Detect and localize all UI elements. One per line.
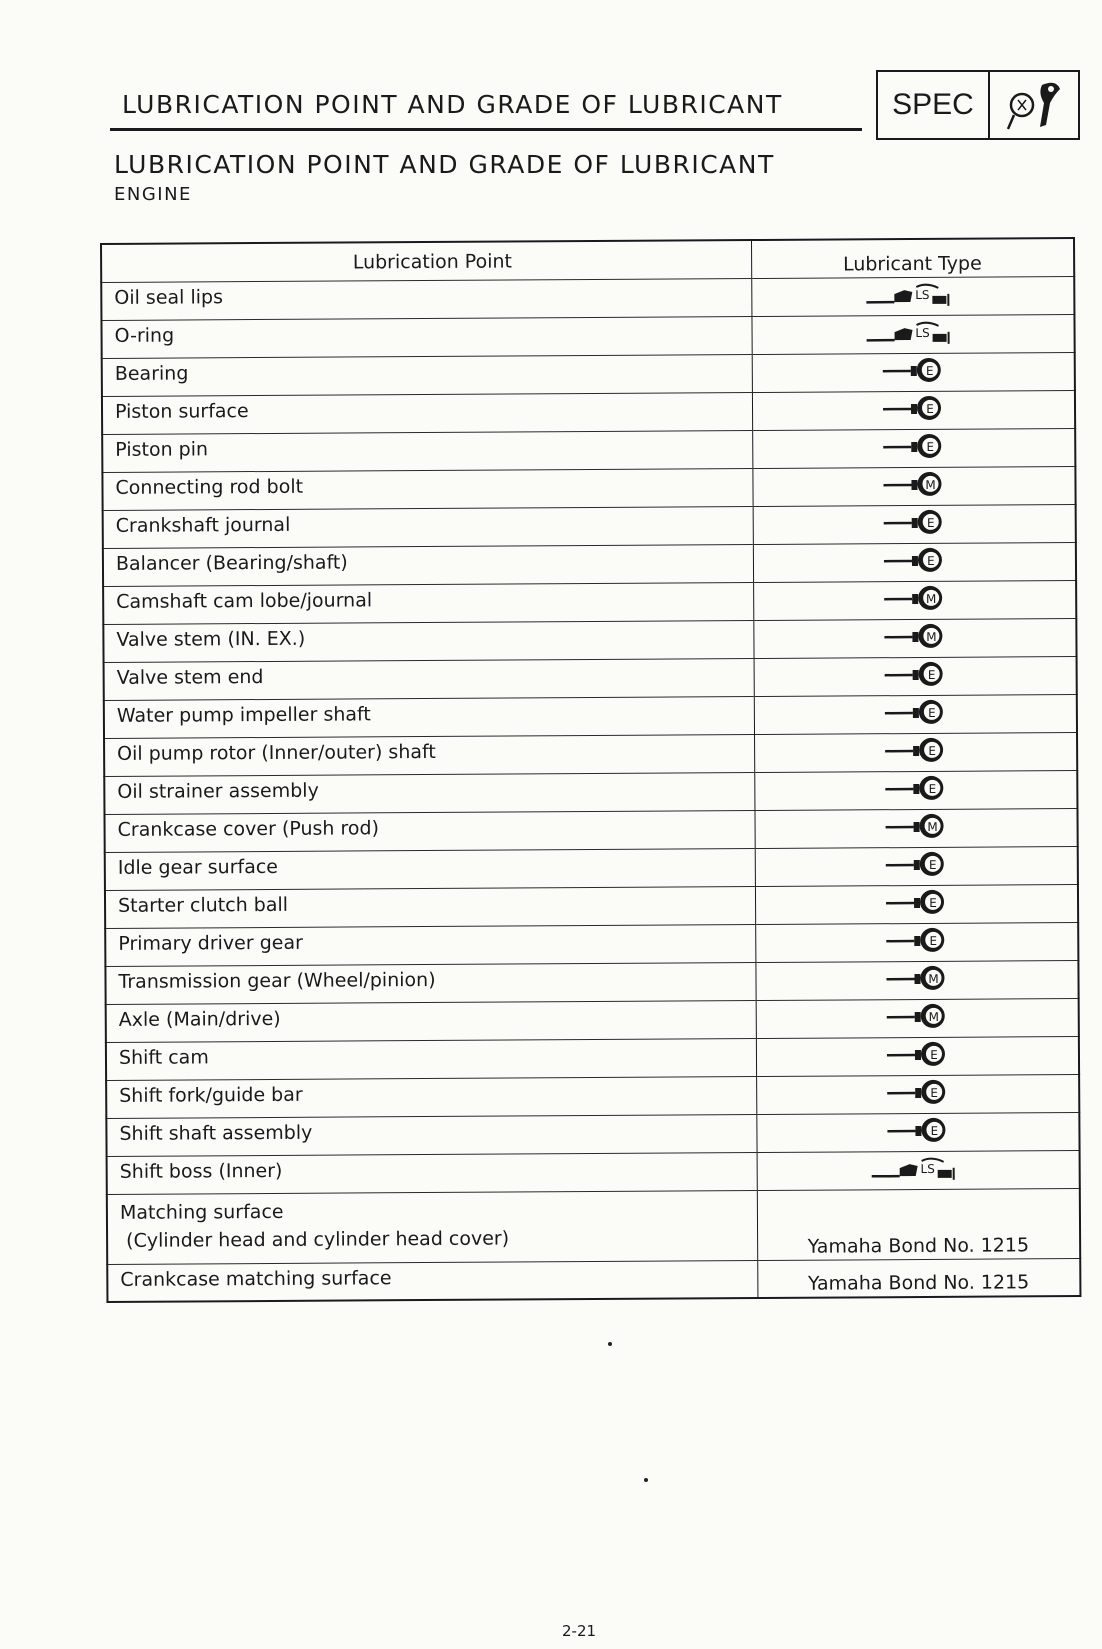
table-body bbox=[101, 276, 1080, 1194]
oil-letter: E bbox=[928, 705, 936, 720]
print-speck bbox=[644, 1478, 648, 1482]
lubricant-type bbox=[755, 922, 1078, 962]
column-header-lubrication-point: Lubrication Point bbox=[101, 240, 751, 282]
lubricant-type bbox=[756, 1036, 1079, 1076]
lubricant-type bbox=[755, 846, 1078, 886]
oil-letter: E bbox=[927, 553, 936, 568]
lubricant-type bbox=[756, 1112, 1079, 1152]
oil-letter: E bbox=[926, 363, 934, 378]
lubricant-type bbox=[755, 884, 1078, 924]
crankcase-matching-type: Yamaha Bond No. 1215 bbox=[757, 1258, 1080, 1298]
table-row bbox=[106, 1112, 1079, 1156]
table-row bbox=[102, 352, 1075, 396]
oil-letter: E bbox=[929, 933, 938, 948]
molybdenum-oil-icon bbox=[884, 809, 948, 844]
lubricant-type bbox=[753, 542, 1076, 582]
lubrication-point: Bearing bbox=[102, 354, 752, 396]
lubrication-point: Oil pump rotor (Inner/outer) shaft bbox=[104, 734, 754, 776]
table-row bbox=[103, 542, 1076, 586]
table-row bbox=[103, 504, 1076, 548]
oil-letter: M bbox=[928, 1009, 940, 1024]
table-row bbox=[105, 846, 1078, 890]
lithium-soap-grease-icon bbox=[865, 281, 961, 313]
engine-oil-icon bbox=[886, 1113, 950, 1148]
table-row bbox=[105, 960, 1078, 1004]
lithium-soap-grease-icon bbox=[865, 319, 961, 351]
lubricant-type bbox=[754, 732, 1077, 772]
table-row bbox=[105, 922, 1078, 966]
crankcase-matching-point: Crankcase matching surface bbox=[107, 1260, 757, 1302]
lithium-soap-grease-icon bbox=[870, 1155, 966, 1187]
lubricant-type bbox=[754, 656, 1077, 696]
lubricant-type bbox=[754, 770, 1077, 810]
oil-letter: E bbox=[930, 1123, 939, 1138]
page-number: 2-21 bbox=[562, 1622, 597, 1640]
engine-oil-icon bbox=[884, 885, 948, 920]
table-row bbox=[101, 276, 1074, 320]
table-row bbox=[107, 1150, 1080, 1194]
oil-letter: E bbox=[929, 857, 937, 872]
molybdenum-oil-icon bbox=[882, 467, 946, 502]
oil-letter: E bbox=[928, 667, 936, 682]
oil-letter: E bbox=[928, 781, 937, 796]
lubrication-point: O-ring bbox=[101, 316, 751, 358]
molybdenum-oil-icon bbox=[883, 619, 947, 654]
table-row bbox=[105, 884, 1078, 928]
lubricant-type bbox=[753, 580, 1076, 620]
lubrication-table bbox=[100, 243, 1075, 1303]
engine-oil-icon bbox=[884, 847, 948, 882]
lubrication-point: Crankshaft journal bbox=[103, 506, 753, 548]
matching-surface-cell bbox=[107, 1190, 757, 1264]
molybdenum-oil-icon bbox=[882, 581, 946, 616]
table-row-matching-surface bbox=[107, 1188, 1080, 1264]
lubrication-point: Axle (Main/drive) bbox=[106, 1000, 756, 1042]
molybdenum-oil-icon bbox=[885, 961, 949, 996]
print-speck bbox=[608, 1342, 612, 1346]
header-title: LUBRICATION POINT AND GRADE OF LUBRICANT bbox=[122, 90, 783, 119]
oil-letter: E bbox=[930, 1085, 939, 1100]
table-header-row bbox=[101, 238, 1074, 282]
lubricant-type bbox=[752, 466, 1075, 506]
lubricant-type bbox=[751, 314, 1074, 354]
column-header-lubricant-type: Lubricant Type bbox=[751, 238, 1074, 278]
lubrication-point: Piston surface bbox=[102, 392, 752, 434]
lubrication-point: Starter clutch ball bbox=[105, 886, 755, 928]
lubricant-type bbox=[755, 960, 1078, 1000]
engine-oil-icon bbox=[884, 923, 948, 958]
lubricant-type bbox=[751, 276, 1074, 316]
lubricant-type bbox=[757, 1150, 1080, 1190]
matching-surface-line1: Matching surface bbox=[119, 1200, 284, 1224]
grease-letters: LS bbox=[920, 1161, 936, 1176]
spec-badge bbox=[876, 70, 1080, 140]
lubrication-point: Camshaft cam lobe/journal bbox=[103, 582, 753, 624]
lubrication-point: Oil strainer assembly bbox=[104, 772, 754, 814]
table-row bbox=[101, 314, 1074, 358]
engine-oil-icon bbox=[883, 733, 947, 768]
lubrication-point: Oil seal lips bbox=[101, 278, 751, 320]
table-row bbox=[104, 770, 1077, 814]
engine-oil-icon bbox=[881, 353, 945, 388]
grease-letters: LS bbox=[915, 325, 931, 340]
lubrication-point: Shift fork/guide bar bbox=[106, 1076, 756, 1118]
table-row bbox=[103, 618, 1076, 662]
lubrication-point: Shift shaft assembly bbox=[106, 1114, 756, 1156]
table-row bbox=[102, 466, 1075, 510]
engine-oil-icon bbox=[881, 429, 945, 464]
section-subtitle: ENGINE bbox=[114, 184, 192, 205]
table-row bbox=[104, 732, 1077, 776]
lubrication-point: Valve stem end bbox=[104, 658, 754, 700]
lubricant-type bbox=[753, 504, 1076, 544]
spec-label: SPEC bbox=[878, 72, 990, 138]
molybdenum-oil-icon bbox=[885, 999, 949, 1034]
engine-oil-icon bbox=[881, 391, 945, 426]
lubrication-point: Valve stem (IN. EX.) bbox=[103, 620, 753, 662]
lubrication-point: Piston pin bbox=[102, 430, 752, 472]
lubrication-point: Shift boss (Inner) bbox=[107, 1152, 757, 1194]
engine-oil-icon bbox=[885, 1037, 949, 1072]
gauge-pointer-icon bbox=[990, 72, 1078, 138]
lubrication-point: Transmission gear (Wheel/pinion) bbox=[105, 962, 755, 1004]
engine-oil-icon bbox=[883, 771, 947, 806]
engine-oil-icon bbox=[883, 695, 947, 730]
lubrication-point: Water pump impeller shaft bbox=[104, 696, 754, 738]
lubrication-point: Shift cam bbox=[106, 1038, 756, 1080]
oil-letter: M bbox=[926, 629, 937, 644]
engine-oil-icon bbox=[885, 1075, 949, 1110]
table-row bbox=[106, 998, 1079, 1042]
section-title: LUBRICATION POINT AND GRADE OF LUBRICANT bbox=[114, 150, 775, 179]
table-row bbox=[102, 428, 1075, 472]
lubricant-type bbox=[754, 694, 1077, 734]
oil-letter: E bbox=[930, 1047, 939, 1062]
lubrication-point: Primary driver gear bbox=[105, 924, 755, 966]
grease-letters: LS bbox=[915, 287, 930, 302]
oil-letter: M bbox=[925, 477, 936, 492]
header-rule bbox=[110, 128, 862, 131]
lubricant-type bbox=[752, 390, 1075, 430]
oil-letter: E bbox=[928, 743, 937, 758]
engine-oil-icon bbox=[882, 505, 946, 540]
matching-surface-line2: (Cylinder head and cylinder head cover) bbox=[120, 1227, 510, 1252]
table-row bbox=[106, 1074, 1079, 1118]
oil-letter: E bbox=[929, 895, 938, 910]
oil-letter: M bbox=[926, 591, 937, 606]
engine-oil-icon bbox=[883, 657, 947, 692]
table-row bbox=[104, 694, 1077, 738]
lubricant-type bbox=[756, 1074, 1079, 1114]
lubrication-point: Connecting rod bolt bbox=[102, 468, 752, 510]
lubricant-type bbox=[752, 352, 1075, 392]
lubricant-type bbox=[756, 998, 1079, 1038]
table-row bbox=[103, 580, 1076, 624]
table-row bbox=[104, 808, 1077, 852]
matching-surface-type: Yamaha Bond No. 1215 bbox=[757, 1188, 1080, 1260]
table-row bbox=[104, 656, 1077, 700]
oil-letter: E bbox=[927, 515, 935, 530]
oil-letter: M bbox=[927, 819, 939, 834]
lubrication-point: Idle gear surface bbox=[105, 848, 755, 890]
lubricant-type bbox=[753, 618, 1076, 658]
lubrication-point: Balancer (Bearing/shaft) bbox=[103, 544, 753, 586]
lubricant-type bbox=[752, 428, 1075, 468]
lubrication-point: Crankcase cover (Push rod) bbox=[104, 810, 754, 852]
oil-letter: E bbox=[926, 401, 935, 416]
oil-letter: M bbox=[928, 971, 939, 986]
lubricant-type bbox=[754, 808, 1077, 848]
engine-oil-icon bbox=[882, 543, 946, 578]
table-row bbox=[106, 1036, 1079, 1080]
oil-letter: E bbox=[926, 439, 935, 454]
table-row bbox=[102, 390, 1075, 434]
table-row-crankcase-matching bbox=[107, 1258, 1080, 1302]
